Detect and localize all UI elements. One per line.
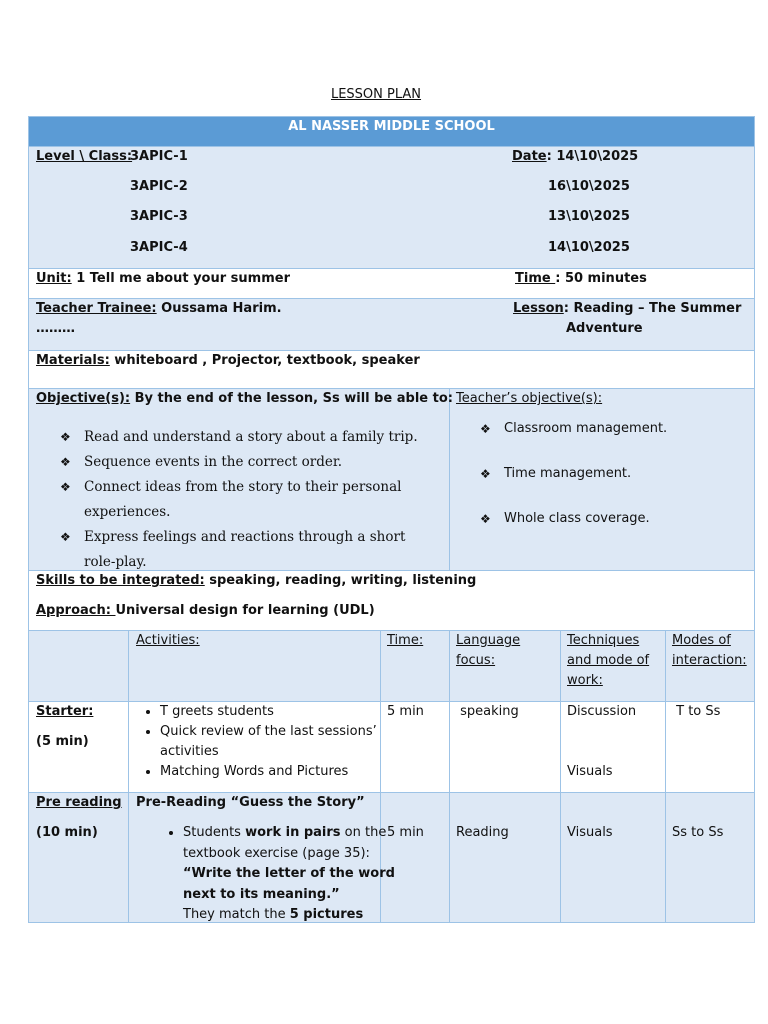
objectives-row: [28, 389, 755, 571]
date-1: 14\10\2025: [556, 149, 639, 164]
objective-item: ❖ Express feelings and reactions through a short role-play.: [60, 525, 440, 575]
skills-label: Skills to be integrated:: [36, 573, 205, 588]
list-item: • Quick review of the last sessions’: [160, 722, 400, 742]
prereading-time: 5 min: [387, 825, 424, 840]
level-date-row: Level \ Class: 3APIC-1 3APIC-2 3APIC-3 3APIC-4 Date: 14\10\2025 16\10\2025 13\10\2025 14\10\2025: [28, 147, 755, 269]
starter-technique-1: Discussion: [567, 704, 637, 719]
col-time: Time:: [387, 633, 424, 648]
prereading-duration: (10 min): [36, 825, 98, 840]
objective-item: ❖ Connect ideas from the story to their personal experiences.: [60, 475, 440, 525]
teacher-objectives-list: [480, 419, 750, 529]
lesson-value: : Reading – The Summer: [563, 301, 742, 316]
approach-value: Universal design for learning (UDL): [115, 603, 375, 618]
skills-approach-row: [28, 571, 755, 631]
unit-value: 1 Tell me about your summer: [71, 271, 290, 286]
date-4: 14\10\2025: [548, 240, 630, 255]
starter-technique-2: Visuals: [567, 764, 613, 779]
col-language-focus: Language focus:: [456, 633, 521, 668]
starter-stage: Starter:: [36, 704, 94, 719]
approach-label: Approach:: [36, 603, 116, 618]
date-2: 16\10\2025: [548, 179, 630, 194]
teacher-objective-item: ❖ Classroom management.: [480, 419, 750, 439]
teacher-name: Oussama Harim.: [156, 301, 282, 316]
col-activities: Activities:: [136, 633, 200, 648]
starter-time: 5 min: [387, 704, 424, 719]
list-item: • Students work in pairs on the textbook exercise (page 35): “Write the letter of the word next to its meaning.” They match the 5 pictures: [183, 823, 423, 923]
col-modes: Modes of interaction:: [672, 633, 747, 668]
objective-item: ❖ Sequence events in the correct order.: [60, 450, 440, 475]
teacher-objectives-label: Teacher’s objective(s):: [456, 391, 603, 406]
class-3: 3APIC-3: [130, 209, 188, 224]
lesson-label: Lesson: [513, 301, 564, 316]
teacher-lesson-row: [28, 299, 755, 351]
objectives-intro: By the end of the lesson, Ss will be able to:: [130, 391, 453, 406]
col-techniques: Techniques and mode of work:: [567, 633, 650, 688]
skills-value: speaking, reading, writing, listening: [204, 573, 477, 588]
materials-row: [28, 351, 755, 389]
materials-label: Materials:: [36, 353, 110, 368]
lesson-plan-table: [28, 116, 755, 923]
starter-duration: (5 min): [36, 734, 89, 749]
unit-label: Unit:: [36, 271, 72, 286]
objectives-list: [60, 425, 440, 575]
starter-activities: [138, 702, 400, 782]
starter-row: [28, 702, 755, 793]
list-item: • T greets students: [160, 702, 400, 722]
teacher-objective-item: ❖ Time management.: [480, 464, 750, 484]
prereading-stage: Pre reading: [36, 795, 122, 810]
objective-item: ❖ Read and understand a story about a family trip.: [60, 425, 440, 450]
prereading-focus: Reading: [456, 825, 509, 840]
time-value: : 50 minutes: [555, 271, 647, 286]
teacher-dots: ………: [36, 321, 75, 336]
prereading-technique: Visuals: [567, 825, 613, 840]
objectives-label: Objective(s):: [36, 391, 131, 406]
teacher-objective-item: ❖ Whole class coverage.: [480, 509, 750, 529]
class-1: 3APIC-1: [130, 149, 188, 164]
starter-focus: speaking: [456, 704, 519, 719]
list-item: • Matching Words and Pictures: [160, 762, 400, 782]
activities-header-row: [28, 631, 755, 702]
teacher-label: Teacher Trainee:: [36, 301, 157, 316]
school-header: [28, 116, 755, 147]
prereading-activities: [136, 823, 423, 923]
date-3: 13\10\2025: [548, 209, 630, 224]
lesson-value-2: Adventure: [566, 321, 643, 336]
prereading-interaction: Ss to Ss: [672, 825, 724, 840]
date-label: Date: [512, 149, 547, 164]
prereading-row: [28, 793, 755, 923]
level-label: Level \ Class:: [36, 149, 133, 164]
starter-interaction: T to Ss: [672, 704, 721, 719]
unit-time-row: [28, 269, 755, 299]
class-2: 3APIC-2: [130, 179, 188, 194]
prereading-heading: Pre-Reading “Guess the Story”: [136, 795, 365, 810]
school-name: AL NASSER MIDDLE SCHOOL: [288, 119, 495, 134]
time-label: Time: [515, 271, 556, 286]
class-4: 3APIC-4: [130, 240, 188, 255]
list-item: activities: [160, 744, 219, 759]
document-title: LESSON PLAN: [330, 87, 422, 102]
materials-value: whiteboard , Projector, textbook, speaker: [109, 353, 420, 368]
